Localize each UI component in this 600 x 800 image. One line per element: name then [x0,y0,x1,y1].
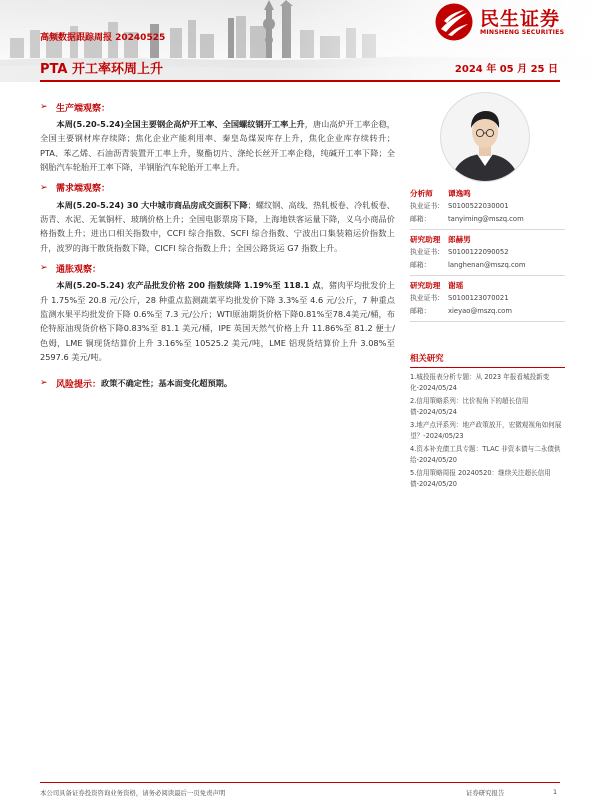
section-heading [40,181,395,195]
footer-label: 证券研究报告 [466,789,505,797]
section-lead-inflation: 本周(5.20-5.24) 农产品批发价格 200 指数续降 1.19%至 118.1 点 [56,280,321,291]
analyst-role: 研究助理 [410,280,441,290]
section-body-demand [40,198,395,256]
analyst-list [410,186,565,322]
section-text-inflation: ，猪肉平均批发价上升 1.75%至 20.8 元/公斤，28 种重点监测蔬菜平均批发价下降 3.3%至 4.6 元/公斤，7 种重点监测水果平均批发价下降 0.6%至 7.3 元/公斤；WTI原油期货价格下降0.81%至78.4美元/桶，布伦特原油现货价格下降0.83%至 81.1 美元/桶，IPE 英国天然气价格上升 11.86%至 81.2 便士/色姆，LME 铜现货结算价上升 3.16%至 10525.2 美元/吨，LME 铝现货结算价上升 3.08%至 2597.6 美元/吨。 [40,280,395,363]
cert-number: S0100522030001 [448,202,509,210]
section-title-inflation: 通胀观察： [56,264,102,275]
related-research-item[interactable]: 4.资本补充债工具专题：TLAC 非资本债与二永债供给-2024/05/20 [410,445,561,464]
related-research-item[interactable]: 3.地产点评系列：地产政策放开，宏微观视角如何展望？-2024/05/23 [410,421,562,440]
header-divider [40,80,560,82]
analyst-cert-row [410,246,565,259]
section-title-production: 生产端观察： [56,103,111,114]
analyst-name: 谢瑶 [448,280,464,290]
analyst-name: 谭逸鸣 [448,188,471,198]
arrow-icon: ➢ [40,378,48,389]
risk-title: 风险提示： [56,379,102,390]
email-label: 邮箱： [410,215,431,223]
cert-label: 执业证书： [410,202,444,210]
related-research-item[interactable]: 5.信用策略周报 20240520：继续关注超长信用债-2024/05/20 [410,469,551,488]
sidebar [410,92,565,492]
section-title-demand: 需求端观察： [56,184,111,195]
report-date: 2024 年 05 月 25 日 [454,64,558,75]
report-header [0,0,600,82]
divider [410,321,565,322]
related-research-list [410,372,565,490]
analyst-email-row [410,259,565,272]
analyst-role: 分析师 [410,188,433,198]
related-research-item[interactable]: 1.城投报表分析专题：从 2023 年报看城投新变化-2024/05/24 [410,373,550,392]
arrow-icon: ➢ [40,182,48,193]
analyst-name: 郎赫男 [448,234,471,244]
analyst-name-row [410,186,565,200]
related-research-item[interactable]: 2.信用策略系列：比价视角下的超长信用债-2024/05/24 [410,397,529,416]
section-lead-demand: 本周(5.20-5.24) 30 大中城市商品房成交面积下降 [56,199,248,210]
footer-disclaimer: 本公司具备证券投资咨询业务资格，请务必阅读最后一页免责声明 [40,789,226,797]
analyst-email-row [410,213,565,226]
arrow-icon: ➢ [40,102,48,112]
email-label: 邮箱： [410,261,431,269]
email-link[interactable]: xieyao@mszq.com [448,307,512,315]
logo-chinese-name: 民生证券 [480,8,561,30]
analyst-photo-icon [440,92,530,182]
page-number: 1 [553,788,558,796]
cert-label: 执业证书： [410,248,444,256]
footer-divider [40,782,560,783]
minsheng-logo-icon [434,2,474,42]
inflation-section [40,261,395,364]
section-text-production: ，唐山高炉开工率企稳，全国主要钢材库存续降；焦化企业产能利用率、秦皇岛煤炭库存上升，焦化企业库存续转升；PTA、苯乙烯、石油沥青装置开工率上升，聚酯切片、涤纶长丝开工率企稳，纯碱开工率下降；全钢胎汽车轮胎开工率下降，半钢胎汽车轮胎开工率上升。 [40,119,395,173]
main-content [40,100,395,390]
demand-section [40,181,395,256]
divider [410,275,565,276]
risk-text: 政策不确定性；基本面变化超预期。 [101,377,233,388]
analyst-avatar [440,92,530,182]
analyst-name-row [410,278,565,292]
cert-number: S0100123070021 [448,294,509,302]
section-body-inflation [40,278,395,364]
cert-number: S0100122090052 [448,248,509,256]
arrow-icon: ➢ [40,263,48,274]
analyst-name-row [410,232,565,246]
section-lead-production: 本周(5.20-5.24)全国主要钢企高炉开工率、全国螺纹钢开工率上升 [56,119,305,129]
cert-label: 执业证书： [410,294,444,302]
report-title: PTA 开工率环周上升 [40,62,163,77]
divider [410,229,565,230]
risk-section [40,377,395,390]
related-research-title: 相关研究 [410,352,565,368]
section-text-demand: ；螺纹钢、高线、热轧板卷、冷轧板卷、沥青、水泥、无氧铜杆、玻璃价格上升；全国电影票房下降，上海地铁客运量下降，义乌小商品价格指数上升；进出口相关指数中，CCFI 综合指数、SCFI 综合指数、宁波出口集装箱运价指数上升，波罗的海干散货指数下降，CICFI 综合指数上升；全国公路货运 G7 指数上升。 [40,199,395,253]
email-link[interactable]: tanyiming@mszq.com [448,215,524,223]
analyst-email-row [410,305,565,318]
minsheng-securities-logo [434,2,584,44]
report-type: 高频数据跟踪周报 20240525 [40,33,166,43]
analyst-role: 研究助理 [410,234,441,244]
production-section [40,100,395,175]
logo-english-name: MINSHENG SECURITIES [480,29,565,36]
section-heading [40,261,395,275]
email-link[interactable]: langhenan@mszq.com [448,261,526,269]
section-body-production [40,117,395,175]
section-heading [40,100,395,114]
analyst-cert-row [410,292,565,305]
email-label: 邮箱： [410,307,431,315]
analyst-cert-row [410,200,565,213]
